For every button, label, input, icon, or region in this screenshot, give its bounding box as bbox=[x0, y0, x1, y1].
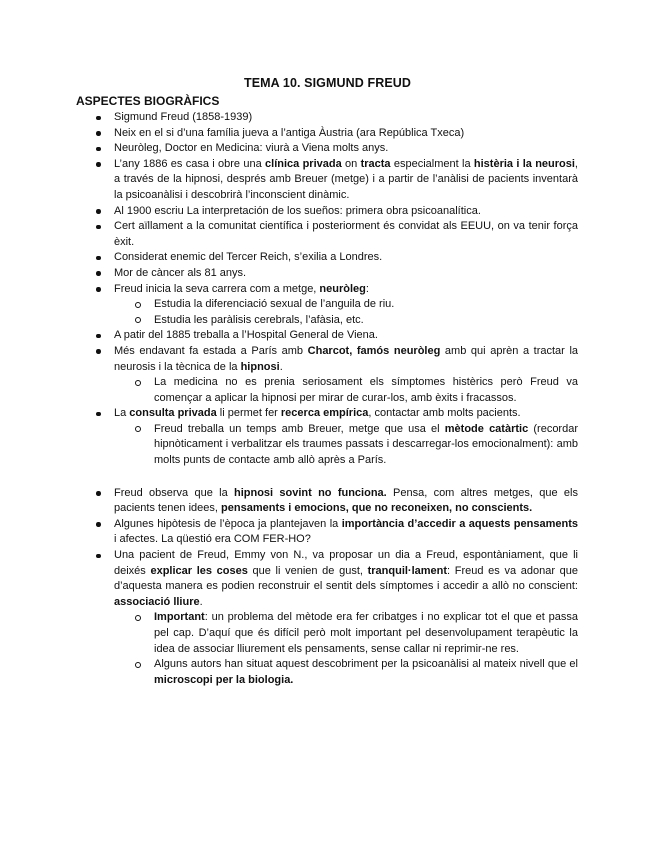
bold-text: hipnosi sovint no funciona. bbox=[233, 486, 387, 499]
bullet-item bbox=[76, 344, 578, 406]
text-run: Freud inicia la seva carrera com a metge, bbox=[114, 282, 320, 295]
sub-bullet-list bbox=[114, 422, 578, 469]
bullet-item bbox=[76, 250, 578, 266]
sub-bullet-list bbox=[114, 610, 578, 688]
sub-bullet-item bbox=[114, 422, 578, 469]
text-run: Neix en el si d’una família jueva a l’antiga Àustria (ara República Txeca) bbox=[114, 126, 465, 139]
bullet-item bbox=[76, 328, 578, 344]
text-run: La medicina no es prenia seriosament els símptomes histèrics però Freud va començar a aplicar la hipnosi per mirar de curar-los, amb èxits i fracassos. bbox=[154, 376, 578, 404]
bold-text: Important bbox=[154, 611, 205, 624]
sub-bullet-item bbox=[114, 657, 578, 688]
spacer bbox=[76, 469, 578, 486]
sub-bullet-item bbox=[114, 375, 578, 406]
bold-text: associació lliure bbox=[114, 595, 200, 608]
bold-text: tracta bbox=[360, 157, 391, 170]
text-run: (recordar hipnòticament i verbalitzar els traumes passats i descarregar-los emocionalment): amb molts punts de contacte amb allò après a París. bbox=[154, 422, 578, 467]
text-run: Al 1900 escriu La interpretación de los sueños: primera obra psicoanalítica. bbox=[114, 204, 481, 217]
text-run: Estudia la diferenciació sexual de l’anguila de riu. bbox=[154, 298, 395, 311]
text-run: Algunes hipòtesis de l’època ja plantejaven la bbox=[114, 517, 342, 530]
bold-text: microscopi per la biologia. bbox=[154, 673, 294, 686]
bullet-item bbox=[76, 110, 578, 126]
bold-text: importància d’accedir a aquests pensaments bbox=[341, 517, 578, 530]
bold-text: consulta privada bbox=[129, 407, 217, 420]
bullet-item bbox=[76, 126, 578, 142]
sub-bullet-list bbox=[114, 297, 578, 328]
bold-text: Charcot, famós neuròleg bbox=[307, 344, 441, 357]
text-run: : Freud es va adonar que d’aquesta manera es podien reconstruir el sentit dels símptomes i accedir a allò no conscient: bbox=[114, 564, 578, 593]
text-run: A patir del 1885 treballa a l’Hospital General de Viena. bbox=[114, 329, 378, 342]
bullet-item bbox=[76, 141, 578, 157]
bullet-list bbox=[76, 110, 578, 688]
bold-text: recerca empírica bbox=[280, 407, 369, 420]
bold-text: explicar les coses bbox=[150, 564, 248, 577]
bullet-item bbox=[76, 282, 578, 329]
text-run: Alguns autors han situat aquest descobriment per la psicoanàlisi al mateix nivell que el bbox=[154, 658, 578, 671]
bullet-item bbox=[76, 204, 578, 220]
text-run: , contactar amb molts pacients. bbox=[368, 407, 521, 420]
bold-text: pensaments i emocions, que no reconeixen, no conscients. bbox=[221, 502, 533, 515]
sub-bullet-item bbox=[114, 297, 578, 313]
text-run: especialment la bbox=[390, 157, 474, 170]
text-run: . bbox=[279, 360, 283, 373]
text-run: Cert aïllament a la comunitat científica i posteriorment és convidat als EEUU, on va tenir força èxit. bbox=[114, 220, 578, 248]
text-run: Una pacient de Freud, Emmy von N., va proposar un dia a Freud, espontàniament, que li deixés bbox=[114, 549, 578, 577]
bold-text: clínica privada bbox=[265, 157, 342, 170]
text-run: L’any 1886 es casa i obre una bbox=[114, 157, 266, 170]
text-run: Estudia les paràlisis cerebrals, l’afàsia, etc. bbox=[154, 313, 364, 326]
bullet-item bbox=[76, 548, 578, 688]
text-run: Mor de càncer als 81 anys. bbox=[114, 266, 247, 279]
text-run: : un problema del mètode era fer cribatges i no explicar tot el que et passa pel cap. D’aquí que és difícil però molt important pel desenvolupament terapèutic la idea de associar lliurement els pensaments, sense callar ni reprimir-ne res. bbox=[154, 611, 578, 655]
text-run: Considerat enemic del Tercer Reich, s’exilia a Londres. bbox=[114, 251, 383, 264]
bullet-item bbox=[76, 486, 578, 517]
bold-text: histèria i la neurosi bbox=[473, 157, 575, 170]
text-run: , a través de la hipnosi, després amb Breuer (metge) i a partir de l’anàlisi de pacients inventarà la psicoanàlisi i descobrirà l’inconscient dinàmic. bbox=[114, 157, 578, 201]
text-run: La bbox=[114, 407, 130, 420]
bold-text: neuròleg bbox=[319, 282, 366, 295]
section-heading: ASPECTES BIOGRÀFICS bbox=[76, 94, 220, 108]
sub-bullet-item bbox=[114, 313, 578, 329]
page-title: TEMA 10. SIGMUND FREUD bbox=[243, 76, 412, 90]
text-run: amb qui aprèn a tractar la neurosis i la tècnica de la bbox=[114, 344, 579, 373]
text-run: . bbox=[199, 595, 203, 608]
bold-text: hipnosi bbox=[240, 360, 280, 373]
bold-text: tranquil·lament bbox=[367, 564, 448, 577]
bullet-item bbox=[76, 517, 578, 548]
bullet-item bbox=[76, 157, 578, 204]
text-run: : bbox=[365, 282, 369, 295]
bullet-item bbox=[76, 406, 578, 468]
sub-bullet-item bbox=[114, 610, 578, 657]
sub-bullet-list bbox=[114, 375, 578, 406]
text-run: Més endavant fa estada a París amb bbox=[114, 344, 308, 357]
text-run: Pensa, com altres metges, que els pacients tenen idees, bbox=[114, 486, 578, 515]
bold-text: mètode catàrtic bbox=[444, 422, 529, 435]
text-run: que li venien de gust, bbox=[247, 564, 368, 577]
bullet-content bbox=[76, 110, 578, 688]
text-run: i afectes. La qüestió era COM FER-HO? bbox=[114, 533, 311, 546]
text-run: Neuròleg, Doctor en Medicina: viurà a Viena molts anys. bbox=[114, 142, 389, 155]
text-run: on bbox=[341, 157, 361, 170]
text-run: Freud observa que la bbox=[114, 486, 234, 499]
text-run: Freud treballa un temps amb Breuer, metge que usa el bbox=[154, 422, 445, 435]
bullet-item bbox=[76, 219, 578, 250]
text-run: li permet fer bbox=[216, 407, 281, 420]
bullet-item bbox=[76, 266, 578, 282]
text-run: Sigmund Freud (1858-1939) bbox=[114, 111, 253, 123]
